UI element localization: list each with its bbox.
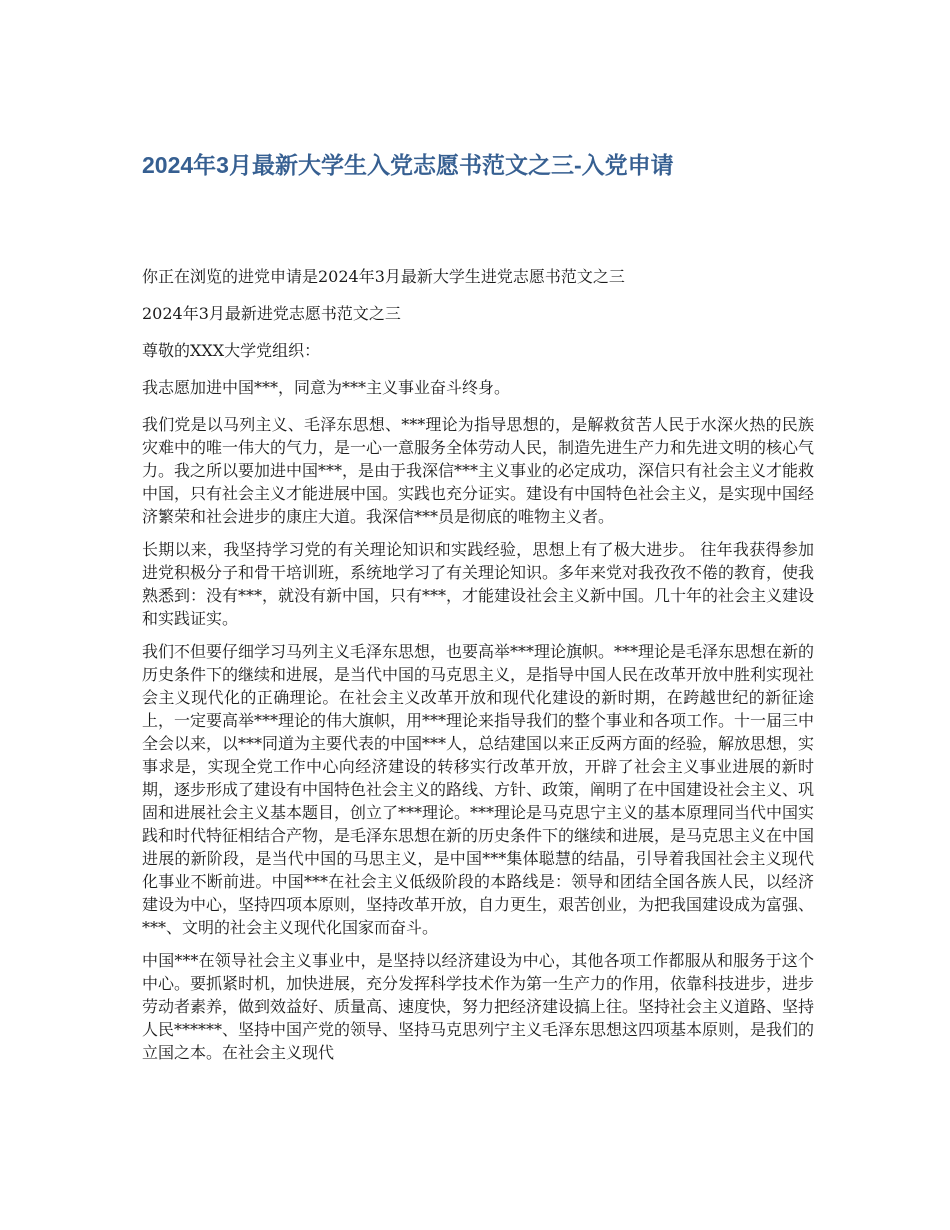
body-paragraph: 长期以来，我坚持学习党的有关理论知识和实践经验，思想上有了极大进步。 往年我获得参加进党积极分子和骨干培训班，系统地学习了有关理论知识。多年来党对我孜孜不倦的教育，使我熟悉到：没有***，就没有新中国，只有***，才能建设社会主义新中国。几十年的社会主义建设和实践证实。 [142, 540, 815, 628]
page-title: 2024年3月最新大学生入党志愿书范文之三-入党申请 [142, 152, 674, 178]
subtitle-line: 2024年3月最新进党志愿书范文之三 [142, 304, 401, 323]
intro-line: 你正在浏览的进党申请是2024年3月最新大学生进党志愿书范文之三 [142, 267, 625, 286]
pledge-paragraph: 我志愿加进中国***，同意为***主义事业奋斗终身。 [142, 378, 511, 397]
body-paragraph: 中国***在领导社会主义事业中，是坚持以经济建设为中心，其他各项工作都服从和服务于这个中心。要抓紧时机，加快进展，充分发挥科学技术作为第一生产力的作用，依靠科技进步，进步劳动者素养，做到效益好、质量高、速度快，努力把经济建设搞上往。坚持社会主义道路、坚持人民******、坚持中国产党的领导、坚持马克思列宁主义毛泽东思想这四项基本原则，是我们的立国之本。在社会主义现代 [142, 951, 815, 1062]
salutation: 尊敬的XXX大学党组织： [142, 341, 321, 360]
body-paragraph: 我们不但要仔细学习马列主义毛泽东思想，也要高举***理论旗帜。***理论是毛泽东思想在新的历史条件下的继续和进展，是当代中国的马克思主义，是指导中国人民在改革开放中胜利实现社会主义现代化的正确理论。在社会主义改革开放和现代化建设的新时期，在跨越世纪的新征途上，一定要高举***理论的伟大旗帜，用***理论来指导我们的整个事业和各项工作。十一届三中全会以来，以***同道为主要代表的中国***人，总结建国以来正反两方面的经验，解放思想，实事求是，实现全党工作中心向经济建设的转移实行改革开放，开辟了社会主义事业进展的新时期，逐步形成了建设有中国特色社会主义的路线、方针、政策，阐明了在中国建设社会主义、巩固和进展社会主义基本题目，创立了***理论。***理论是马克思宁主义的基本原理同当代中国实践和时代特征相结合产物，是毛泽东思想在新的历史条件下的继续和进展，是马克思主义在中国进展的新阶段，是当代中国的马思主义，是中国***集体聪慧的结晶，引导着我国社会主义现代化事业不断前进。中国***在社会主义低级阶段的本路线是：领导和团结全国各族人民，以经济建设为中心，坚持四项本原则，坚持改革开放，自力更生，艰苦创业，为把我国建设成为富强、***、文明的社会主义现代化国家而奋斗。 [142, 642, 815, 937]
body-paragraph: 我们党是以马列主义、毛泽东思想、***理论为指导思想的，是解救贫苦人民于水深火热的民族灾难中的唯一伟大的气力，是一心一意服务全体劳动人民，制造先进生产力和先进文明的核心气力。我之所以要加进中国***，是由于我深信***主义事业的必定成功，深信只有社会主义才能救中国，只有社会主义才能进展中国。实践也充分证实。建设有中国特色社会主义，是实现中国经济繁荣和社会进步的康庄大道。我深信***员是彻底的唯物主义者。 [142, 415, 815, 526]
document-body [142, 265, 814, 1074]
